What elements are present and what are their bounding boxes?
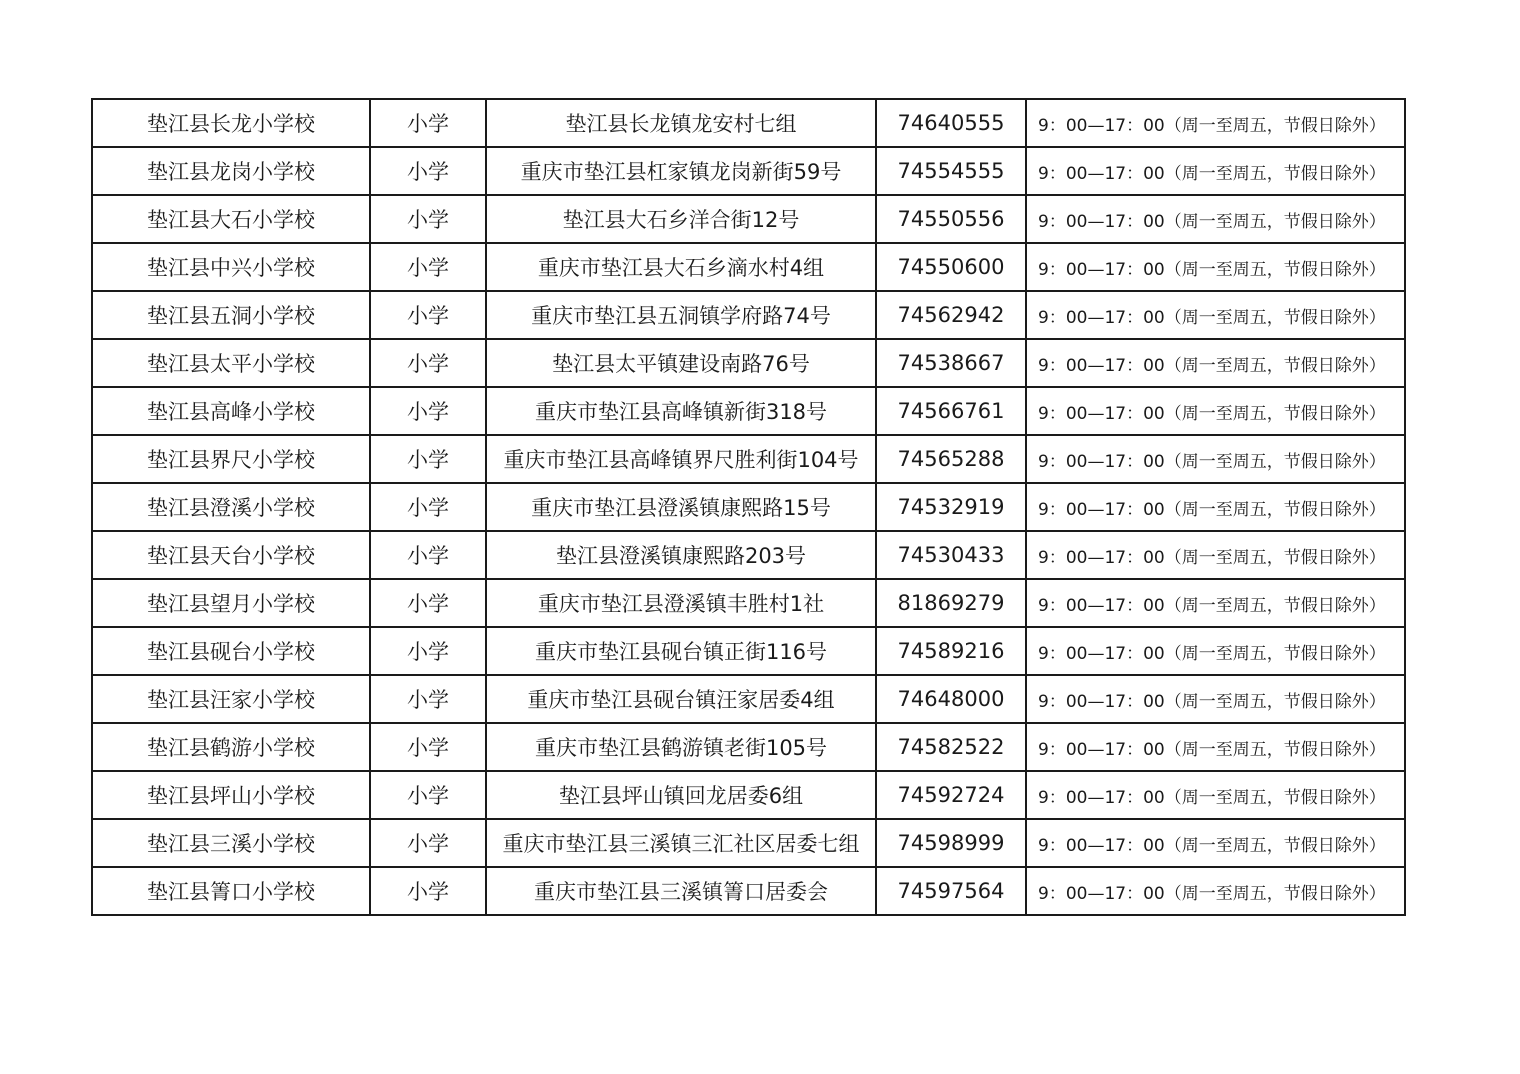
office-hours-cell: 9：00—17：00（周一至周五，节假日除外）	[1026, 675, 1405, 723]
school-phone-cell: 74550600	[876, 243, 1026, 291]
office-hours-cell: 9：00—17：00（周一至周五，节假日除外）	[1026, 387, 1405, 435]
table-row	[92, 771, 1405, 819]
school-level-cell: 小学	[370, 531, 486, 579]
school-name-cell: 垫江县坪山小学校	[92, 771, 370, 819]
table-row	[92, 195, 1405, 243]
school-level-cell: 小学	[370, 243, 486, 291]
school-name-cell: 垫江县砚台小学校	[92, 627, 370, 675]
table-row	[92, 819, 1405, 867]
school-level-cell: 小学	[370, 867, 486, 915]
school-table-body	[92, 99, 1405, 915]
school-level-cell: 小学	[370, 435, 486, 483]
school-level-cell: 小学	[370, 771, 486, 819]
table-row	[92, 387, 1405, 435]
school-level-cell: 小学	[370, 819, 486, 867]
school-level-cell: 小学	[370, 195, 486, 243]
school-phone-cell: 74566761	[876, 387, 1026, 435]
office-hours-cell: 9：00—17：00（周一至周五，节假日除外）	[1026, 99, 1405, 147]
table-row	[92, 243, 1405, 291]
table-row	[92, 531, 1405, 579]
office-hours-cell: 9：00—17：00（周一至周五，节假日除外）	[1026, 531, 1405, 579]
office-hours-cell: 9：00—17：00（周一至周五，节假日除外）	[1026, 147, 1405, 195]
office-hours-cell: 9：00—17：00（周一至周五，节假日除外）	[1026, 483, 1405, 531]
school-address-cell: 重庆市垫江县砚台镇正街116号	[486, 627, 876, 675]
school-phone-cell: 81869279	[876, 579, 1026, 627]
office-hours-cell: 9：00—17：00（周一至周五，节假日除外）	[1026, 243, 1405, 291]
school-level-cell: 小学	[370, 483, 486, 531]
school-level-cell: 小学	[370, 291, 486, 339]
school-name-cell: 垫江县三溪小学校	[92, 819, 370, 867]
office-hours-cell: 9：00—17：00（周一至周五，节假日除外）	[1026, 435, 1405, 483]
school-level-cell: 小学	[370, 99, 486, 147]
school-phone-cell: 74532919	[876, 483, 1026, 531]
school-name-cell: 垫江县界尺小学校	[92, 435, 370, 483]
table-row	[92, 675, 1405, 723]
school-address-cell: 重庆市垫江县鹤游镇老街105号	[486, 723, 876, 771]
school-name-cell: 垫江县高峰小学校	[92, 387, 370, 435]
school-address-cell: 垫江县大石乡洋合街12号	[486, 195, 876, 243]
school-name-cell: 垫江县大石小学校	[92, 195, 370, 243]
school-address-cell: 重庆市垫江县澄溪镇丰胜村1社	[486, 579, 876, 627]
table-row	[92, 435, 1405, 483]
table-row	[92, 723, 1405, 771]
office-hours-cell: 9：00—17：00（周一至周五，节假日除外）	[1026, 291, 1405, 339]
school-phone-cell: 74648000	[876, 675, 1026, 723]
school-level-cell: 小学	[370, 147, 486, 195]
school-phone-cell: 74562942	[876, 291, 1026, 339]
school-phone-cell: 74582522	[876, 723, 1026, 771]
school-address-cell: 重庆市垫江县杠家镇龙岗新街59号	[486, 147, 876, 195]
table-row	[92, 483, 1405, 531]
school-level-cell: 小学	[370, 339, 486, 387]
school-name-cell: 垫江县望月小学校	[92, 579, 370, 627]
school-address-cell: 重庆市垫江县三溪镇三汇社区居委七组	[486, 819, 876, 867]
school-phone-cell: 74565288	[876, 435, 1026, 483]
school-address-cell: 重庆市垫江县高峰镇新街318号	[486, 387, 876, 435]
office-hours-cell: 9：00—17：00（周一至周五，节假日除外）	[1026, 579, 1405, 627]
school-phone-cell: 74589216	[876, 627, 1026, 675]
school-address-cell: 垫江县坪山镇回龙居委6组	[486, 771, 876, 819]
office-hours-cell: 9：00—17：00（周一至周五，节假日除外）	[1026, 771, 1405, 819]
table-row	[92, 867, 1405, 915]
table-row	[92, 627, 1405, 675]
school-name-cell: 垫江县太平小学校	[92, 339, 370, 387]
school-name-cell: 垫江县中兴小学校	[92, 243, 370, 291]
school-address-cell: 垫江县太平镇建设南路76号	[486, 339, 876, 387]
school-name-cell: 垫江县长龙小学校	[92, 99, 370, 147]
school-level-cell: 小学	[370, 579, 486, 627]
school-name-cell: 垫江县澄溪小学校	[92, 483, 370, 531]
school-name-cell: 垫江县箐口小学校	[92, 867, 370, 915]
school-name-cell: 垫江县五洞小学校	[92, 291, 370, 339]
school-name-cell: 垫江县鹤游小学校	[92, 723, 370, 771]
school-phone-cell: 74592724	[876, 771, 1026, 819]
school-phone-cell: 74538667	[876, 339, 1026, 387]
school-name-cell: 垫江县汪家小学校	[92, 675, 370, 723]
school-level-cell: 小学	[370, 675, 486, 723]
school-phone-cell: 74550556	[876, 195, 1026, 243]
school-name-cell: 垫江县天台小学校	[92, 531, 370, 579]
school-address-cell: 重庆市垫江县三溪镇箐口居委会	[486, 867, 876, 915]
school-name-cell: 垫江县龙岗小学校	[92, 147, 370, 195]
office-hours-cell: 9：00—17：00（周一至周五，节假日除外）	[1026, 867, 1405, 915]
school-phone-cell: 74554555	[876, 147, 1026, 195]
table-row	[92, 339, 1405, 387]
table-row	[92, 291, 1405, 339]
school-level-cell: 小学	[370, 723, 486, 771]
school-phone-cell: 74640555	[876, 99, 1026, 147]
school-phone-cell: 74597564	[876, 867, 1026, 915]
school-address-cell: 重庆市垫江县高峰镇界尺胜利街104号	[486, 435, 876, 483]
table-row	[92, 99, 1405, 147]
office-hours-cell: 9：00—17：00（周一至周五，节假日除外）	[1026, 339, 1405, 387]
office-hours-cell: 9：00—17：00（周一至周五，节假日除外）	[1026, 819, 1405, 867]
school-level-cell: 小学	[370, 387, 486, 435]
office-hours-cell: 9：00—17：00（周一至周五，节假日除外）	[1026, 723, 1405, 771]
school-address-cell: 垫江县澄溪镇康熙路203号	[486, 531, 876, 579]
school-address-cell: 重庆市垫江县砚台镇汪家居委4组	[486, 675, 876, 723]
office-hours-cell: 9：00—17：00（周一至周五，节假日除外）	[1026, 195, 1405, 243]
school-address-cell: 重庆市垫江县澄溪镇康熙路15号	[486, 483, 876, 531]
office-hours-cell: 9：00—17：00（周一至周五，节假日除外）	[1026, 627, 1405, 675]
school-level-cell: 小学	[370, 627, 486, 675]
table-row	[92, 147, 1405, 195]
school-phone-cell: 74598999	[876, 819, 1026, 867]
school-phone-cell: 74530433	[876, 531, 1026, 579]
school-address-cell: 重庆市垫江县五洞镇学府路74号	[486, 291, 876, 339]
school-table	[91, 98, 1406, 916]
school-address-cell: 重庆市垫江县大石乡滴水村4组	[486, 243, 876, 291]
school-address-cell: 垫江县长龙镇龙安村七组	[486, 99, 876, 147]
table-row	[92, 579, 1405, 627]
